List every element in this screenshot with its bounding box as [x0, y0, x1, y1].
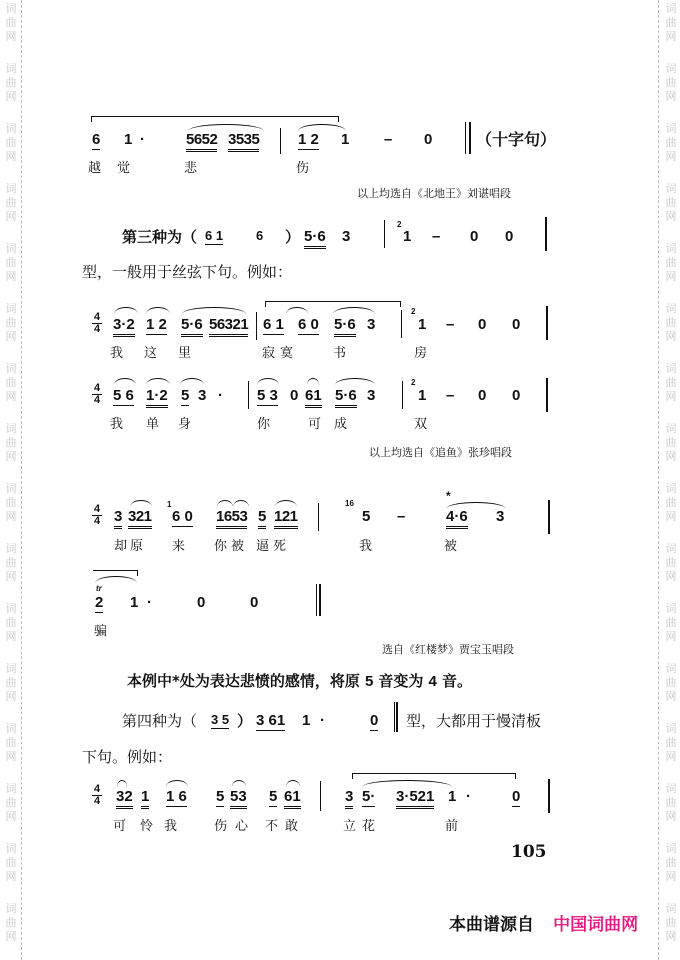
lyric: 被 — [444, 539, 458, 554]
lyric: 你 — [257, 417, 271, 432]
left-margin-dashed-line — [21, 0, 22, 960]
dot: · — [320, 712, 325, 729]
footer-source — [449, 910, 638, 935]
end-barline — [548, 779, 550, 813]
note: 3 — [367, 387, 376, 404]
paragraph-note — [127, 670, 472, 691]
note-group: 5·6 — [181, 316, 203, 337]
lyric: 觉 — [117, 161, 131, 176]
end-barline — [546, 378, 548, 412]
note-group: 6 0 — [298, 316, 319, 333]
slur — [233, 500, 249, 507]
page-number: 105 — [511, 842, 547, 862]
asterisk-mark: * — [446, 489, 451, 503]
note: 0 — [290, 387, 299, 404]
phrase-bracket — [91, 116, 259, 122]
note-group: 3535 — [228, 131, 259, 152]
note-group: 3 5 — [211, 712, 230, 727]
dash: – — [432, 228, 441, 245]
lyric: 骗 — [94, 624, 108, 639]
note: 6 — [256, 228, 264, 243]
prose-text: ） — [237, 712, 253, 730]
lyric: 越 — [88, 161, 102, 176]
note-group: 4·6 — [446, 508, 468, 529]
barline — [320, 781, 321, 811]
lyric: 双 — [414, 417, 428, 432]
note-group: 5 6 — [113, 387, 134, 404]
note: 0 — [250, 594, 259, 611]
prose-text: 第三种为（ — [122, 228, 198, 246]
note: 0 — [478, 387, 487, 404]
prose-text: 下句。例如： — [82, 748, 173, 766]
note: 1 — [341, 131, 350, 148]
end-barline — [316, 584, 321, 616]
prose-text: ） — [285, 228, 301, 246]
source-label: 本曲谱源自 — [449, 915, 534, 935]
lyric: 花 — [362, 819, 376, 834]
prose-text: 音。 — [441, 672, 472, 690]
note-group: 321 — [128, 508, 152, 529]
right-margin-dashed-line — [658, 0, 659, 960]
note-group: 1·2 — [146, 387, 168, 408]
end-barline — [546, 306, 548, 340]
note: 2 — [95, 594, 104, 611]
barline — [401, 310, 402, 338]
slur — [188, 124, 264, 131]
note: 3 — [345, 788, 353, 809]
watermark-text: 词 曲 网 — [5, 242, 17, 283]
note: 3 — [198, 387, 207, 404]
slur — [217, 500, 233, 507]
lyric: 身 — [178, 417, 192, 432]
note: 5· — [362, 788, 376, 805]
note: 1 — [403, 228, 412, 245]
note: 0 — [370, 712, 379, 729]
lyric: 房 — [414, 346, 428, 361]
barline — [402, 381, 403, 409]
note: 0 — [512, 788, 521, 805]
slur — [117, 780, 127, 787]
watermark-text: 词 曲 网 — [5, 422, 17, 463]
time-signature: 4 4 — [93, 783, 101, 807]
lyric: 死 — [273, 539, 287, 554]
grace-note: 1 — [167, 500, 172, 509]
grace-note: 16 — [345, 499, 354, 508]
note: 0 — [424, 131, 433, 148]
phrase-bracket — [352, 773, 516, 779]
note: 1 — [448, 788, 457, 805]
double-barline — [394, 702, 398, 732]
slur — [257, 378, 279, 385]
note-group: 6 1 — [263, 316, 284, 333]
dash: – — [384, 131, 393, 148]
watermark-text: 词 曲 网 — [5, 482, 17, 523]
note: 1 — [418, 387, 427, 404]
lyric: 逼 — [256, 539, 270, 554]
note: 3 — [496, 508, 505, 525]
watermark-text: 词 曲 网 — [5, 62, 17, 103]
note-group: 5·6 — [334, 316, 356, 337]
lyric: 我 — [110, 417, 124, 432]
lyric: 不 — [265, 819, 279, 834]
slur — [362, 780, 452, 787]
note-group: 5·6 — [304, 228, 326, 249]
grace-note: 2 — [397, 220, 402, 229]
dot: · — [466, 788, 471, 805]
prose-text: 型，一般用于丝弦下句。例如： — [82, 263, 293, 281]
slur — [146, 378, 170, 385]
watermark-text: 词 曲 网 — [5, 2, 17, 43]
watermark-text: 词 曲 网 — [665, 482, 677, 523]
prose-text: 第四种为（ — [122, 712, 198, 730]
note-group: 53 — [230, 788, 247, 809]
dot: · — [140, 131, 145, 148]
lyric: 成 — [334, 417, 348, 432]
barline — [256, 312, 257, 340]
lyric: 可 — [308, 417, 322, 432]
note: 0 — [505, 228, 514, 245]
note-ref: 5 — [364, 673, 374, 690]
note-group: 6 0 — [172, 508, 193, 525]
note: 6 — [92, 131, 101, 148]
watermark-text: 词 曲 网 — [665, 242, 677, 283]
lyric: 立 — [343, 819, 357, 834]
note-group: 5 3 — [257, 387, 278, 404]
watermark-text: 词 曲 网 — [5, 722, 17, 763]
note: 0 — [197, 594, 206, 611]
lyric: 原 — [130, 539, 144, 554]
lyric: 我 — [110, 346, 124, 361]
note-group: 3 61 — [256, 712, 286, 729]
note-group: 6 1 — [205, 228, 224, 243]
barline — [280, 128, 281, 154]
watermark-text: 词 曲 网 — [665, 662, 677, 703]
note-group: 5·6 — [335, 387, 357, 408]
note-group: 121 — [274, 508, 298, 529]
lyric: 敢 — [285, 819, 299, 834]
watermark-text: 词 曲 网 — [665, 722, 677, 763]
watermark-text: 词 曲 网 — [5, 842, 17, 883]
note: 1 — [302, 712, 311, 729]
note-group: 32 — [116, 788, 133, 809]
time-signature: 4 4 — [93, 311, 101, 335]
watermark-text: 词 曲 网 — [665, 422, 677, 463]
note-group: 1 2 — [146, 316, 167, 333]
right-watermark-column — [662, 0, 680, 960]
note: 5 — [181, 387, 190, 404]
prose-text: 本例中*处为表达悲愤的 — [127, 672, 285, 690]
lyric: 单 — [146, 417, 160, 432]
slur — [95, 576, 137, 583]
trill-ornament: tr — [96, 584, 102, 593]
dash: – — [446, 316, 455, 333]
watermark-text: 词 曲 网 — [665, 62, 677, 103]
slur — [114, 378, 136, 385]
slur — [286, 307, 308, 314]
note-group: 1 2 — [298, 131, 319, 148]
watermark-text: 词 曲 网 — [665, 182, 677, 223]
dot: · — [147, 594, 152, 611]
watermark-text: 词 曲 网 — [665, 602, 677, 643]
watermark-text: 词 曲 网 — [5, 902, 17, 943]
watermark-text: 词 曲 网 — [5, 662, 17, 703]
note: 3 — [114, 508, 122, 529]
lyric: 伤 — [296, 161, 310, 176]
slur — [180, 378, 204, 385]
phrase-bracket — [265, 301, 401, 307]
grace-note: 2 — [411, 307, 416, 316]
source-credit: 以上均选自《追鱼》张珍唱段 — [369, 446, 512, 459]
note: 3 — [342, 228, 351, 245]
slur — [307, 378, 319, 385]
slur — [286, 780, 300, 787]
grace-note: 2 — [411, 378, 416, 387]
lyric: 书 — [333, 346, 347, 361]
end-barline — [465, 122, 471, 154]
slur — [298, 124, 346, 131]
lyric: 悲 — [184, 161, 198, 176]
lyric: 来 — [172, 539, 186, 554]
watermark-text: 词 曲 网 — [665, 842, 677, 883]
note-group: 61 — [284, 788, 301, 809]
note-group: 1 6 — [166, 788, 187, 805]
note-group: 3·2 — [113, 316, 135, 337]
lyric: 里 — [178, 346, 192, 361]
watermark-text: 词 曲 网 — [665, 302, 677, 343]
prose-text: 音变为 — [378, 672, 424, 690]
lyric: 却 — [114, 539, 128, 554]
slur — [166, 780, 188, 787]
source-credit: 选自《红楼梦》贾宝玉唱段 — [382, 643, 514, 656]
note: 3 — [367, 316, 376, 333]
watermark-text: 词 曲 网 — [5, 182, 17, 223]
left-watermark-column — [2, 0, 20, 960]
end-barline — [548, 500, 550, 534]
watermark-text: 词 曲 网 — [5, 302, 17, 343]
watermark-text: 词 曲 网 — [665, 362, 677, 403]
watermark-text: 词 曲 网 — [5, 602, 17, 643]
lyric: 我 — [359, 539, 373, 554]
end-barline — [545, 217, 547, 251]
lyric: 被 — [231, 539, 245, 554]
watermark-text: 词 曲 网 — [5, 122, 17, 163]
slur — [335, 378, 375, 385]
barline — [384, 220, 385, 248]
slur — [114, 307, 138, 314]
lyric: 你 — [214, 539, 228, 554]
slur — [275, 500, 297, 507]
lyric: 前 — [445, 819, 459, 834]
dash: – — [397, 508, 406, 525]
note: 1 — [130, 594, 139, 611]
slur — [146, 307, 170, 314]
time-signature: 4 4 — [93, 382, 101, 406]
barline — [248, 381, 249, 409]
note: 0 — [512, 316, 521, 333]
note-group: 5652 — [186, 131, 217, 152]
site-link[interactable]: 中国词曲网 — [553, 915, 639, 935]
slur — [130, 500, 152, 507]
note: 1 — [418, 316, 427, 333]
note: 5 — [362, 508, 371, 525]
dash: – — [446, 387, 455, 404]
note: 0 — [512, 387, 521, 404]
note-group: 3·521 — [396, 788, 434, 809]
lyric: 寞 — [280, 346, 294, 361]
source-credit: 以上均选自《北地王》刘谌唱段 — [357, 187, 511, 200]
note: 5 — [269, 788, 278, 805]
watermark-text: 词 曲 网 — [665, 782, 677, 823]
note-group: 56321 — [209, 316, 248, 337]
slur — [333, 307, 375, 314]
lyric: 我 — [164, 819, 178, 834]
phrase-bracket — [258, 116, 339, 122]
watermark-text: 词 曲 网 — [5, 782, 17, 823]
lyric: 这 — [144, 346, 158, 361]
slur — [182, 307, 246, 314]
lyric: 可 — [113, 819, 127, 834]
time-signature: 4 4 — [93, 503, 101, 527]
watermark-text: 词 曲 网 — [665, 542, 677, 583]
note-group: 1653 — [216, 508, 247, 529]
prose-text: 感情，将原 — [284, 672, 360, 690]
phrase-annotation: （十字句） — [476, 130, 557, 149]
slur — [232, 780, 246, 787]
lyric: 寂 — [262, 346, 276, 361]
watermark-text: 词 曲 网 — [5, 362, 17, 403]
note: 1 — [141, 788, 149, 809]
note: 5 — [216, 788, 225, 805]
note: 0 — [470, 228, 479, 245]
dot: · — [218, 387, 223, 404]
note: 5 — [258, 508, 266, 529]
note: 1 — [124, 131, 133, 148]
lyric: 伤 — [214, 819, 228, 834]
lyric: 怜 — [140, 819, 154, 834]
barline — [318, 503, 319, 531]
note-group: 61 — [305, 387, 322, 408]
lyric: 心 — [235, 819, 249, 834]
watermark-text: 词 曲 网 — [665, 902, 677, 943]
watermark-text: 词 曲 网 — [665, 2, 677, 43]
watermark-text: 词 曲 网 — [5, 542, 17, 583]
note: 0 — [478, 316, 487, 333]
watermark-text: 词 曲 网 — [665, 122, 677, 163]
prose-text: 型，大都用于慢清板 — [406, 712, 542, 730]
note-ref: 4 — [428, 673, 437, 690]
